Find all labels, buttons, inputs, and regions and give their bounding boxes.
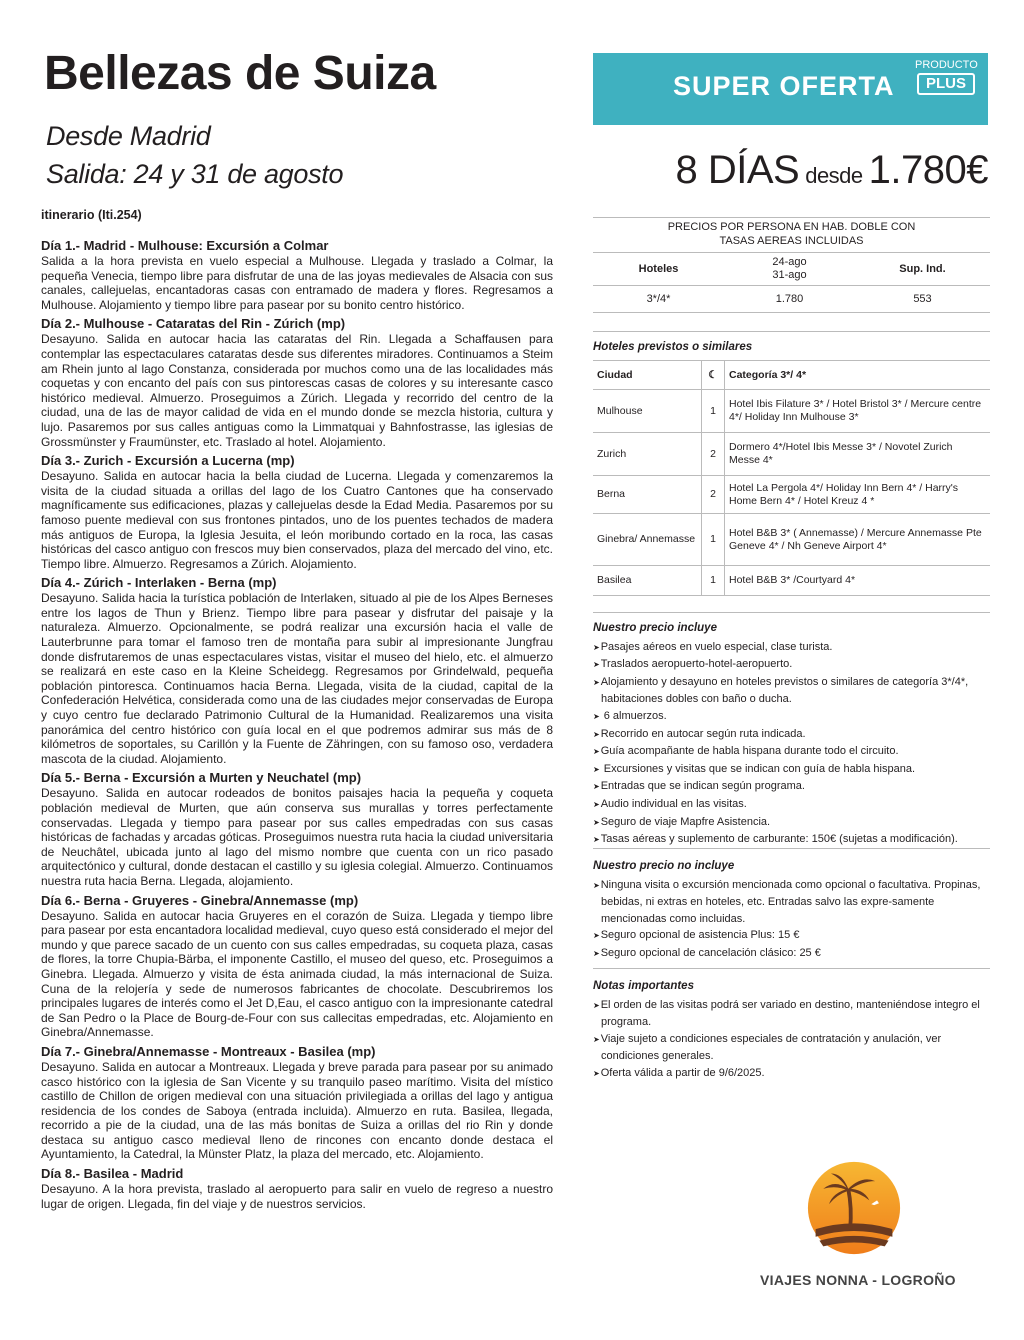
- day-2: [41, 316, 553, 449]
- hotel-nights: 2: [702, 433, 725, 476]
- excludes-title: Nuestro precio no incluye: [593, 860, 735, 872]
- price-table: [593, 217, 990, 313]
- origin-subtitle: Desde Madrid: [46, 121, 211, 151]
- include-item: ➤ Entradas que se indican según programa.: [593, 778, 990, 796]
- include-item: ➤ Recorrido en autocar según ruta indicada.: [593, 726, 990, 744]
- itinerary-body: [41, 238, 553, 1215]
- itinerary-heading: itinerario (Iti.254): [41, 208, 142, 222]
- include-item: ➤ Audio individual en las visitas.: [593, 796, 990, 814]
- col-dates: [724, 253, 855, 286]
- hotel-row: [593, 476, 990, 514]
- include-item: ➤ Guía acompañante de habla hispana durante todo el circuito.: [593, 743, 990, 761]
- day-text: Salida a la hora prevista en vuelo especial a Mulhouse. Llegada y traslado a Colmar, la pequeña Venecia, tiempo libre para disfrutar de una de las joyas medievales de Alsacia con sus canales, callejuelas, encantadoras casas con entramado de madera y flores. Regresamos a Mulhouse. Alojamiento y tiempo libre para pasear por su bonito centro histórico.: [41, 254, 553, 312]
- hotel-row: [593, 566, 990, 596]
- moon-icon: ☾: [702, 361, 725, 390]
- day-title: Día 4.- Zúrich - Interlaken - Berna (mp): [41, 575, 277, 591]
- day-text: Desayuno. Salida en autocar a Montreaux. Llegada y breve parada para pasear por su animado casco histórico con la iglesia de San Vicente y su tranquilo paseo marítimo. Visita del místico castillo de Chillon de origen medieval con una situación privilegiada a orillas del lago y antigua residencia de los condes de Saboya (entrada incluida). Almuerzo en ruta. Basilea, llegada, recorrido a pie de la ciudad, una de las más bonitas de Suiza a orillas del rio Rin y donde destaca su antiguo casco medieval lleno de rincones con encanto donde destaca el Ayuntamiento, la Catedral, la Münster Platz, la plaza del mercado, etc. Alojamiento.: [41, 1059, 553, 1162]
- date-2: 31-ago: [772, 269, 807, 281]
- notes-section: [593, 978, 990, 1083]
- note-item: ➤ El orden de las visitas podrá ser variado en destino, manteniéndose integro el programa.: [593, 997, 990, 1031]
- day-6: [41, 893, 553, 1040]
- divider: [593, 331, 990, 332]
- super-offer-label: SUPER OFERTA: [673, 71, 895, 101]
- departure-subtitle: Salida: 24 y 31 de agosto: [46, 159, 344, 189]
- hotel-list: Hotel B&B 3* ( Annemasse) / Mercure Annemasse Pte Geneve 4* / Nh Geneve Airport 4*: [725, 514, 991, 566]
- day-5: [41, 770, 553, 888]
- day-title: Día 3.- Zurich - Excursión a Lucerna (mp): [41, 453, 295, 469]
- divider: [593, 968, 990, 969]
- exclude-item: ➤ Seguro opcional de cancelación clásico: 25 €: [593, 945, 990, 963]
- day-text: Desayuno. Salida en autocar hacia la bella ciudad de Lucerna. Llegada y comenzaremos la visita de la ciudad situada a orillas del lago de los Cuatro Cantones que ha conservado magníficamente sus edificaciones, plazas y callejuelas desde la Edad Media. Pasaremos por su famoso puente medieval con sus frontones pintados, uno de los puentes techados de madera más antiguos de Europa, la Iglesia Jesuita, el león moribundo cortado en la roca, las casas históricas del casco antiguo con frescos muy bien conservados, plaza del mercado del vino, etc. Tiempo libre. Almuerzo. Regresamos a Zúrich. Alojamiento.: [41, 469, 553, 571]
- exclude-item: ➤ Ninguna visita o excursión mencionada como opcional o facultativa. Propinas, bebidas, ni extras en hoteles, etc. Entradas salvo las expre-samente mencionadas como incluidas.: [593, 877, 990, 928]
- day-title: Día 6.- Berna - Gruyeres - Ginebra/Annemasse (mp): [41, 892, 359, 908]
- price-caption-line-1: PRECIOS POR PERSONA EN HAB. DOBLE CON: [667, 221, 916, 233]
- hotel-city: Zurich: [593, 433, 702, 476]
- price-headline: [675, 148, 988, 193]
- include-item: ➤ Pasajes aéreos en vuelo especial, clase turista.: [593, 639, 990, 657]
- day-4: [41, 575, 553, 766]
- day-1: [41, 238, 553, 312]
- hotel-row: [593, 390, 990, 433]
- includes-section: [593, 620, 990, 849]
- excludes-section: [593, 858, 990, 963]
- day-text: Desayuno. Salida hacia la turística población de Interlaken, situado al pie de los Alpes Berneses entre los lagos de Thun y Brienz. Tiempo libre para pasear y disfrutar del paisaje y la naturaleza. Almuerzo. Opcionalmente, se podrá realizar una excursión hacia el valle de Lauterbrunne para tomar el famoso tren de montaña para subir al impresionante Jungfrau donde disfrutaremos de unas espectaculares vistas, visitar el museo del hielo, etc. el almuerzo se realizará en este caso en la Kleine Scheidegg. Regresamos por Grindelwald, pequeña población pintoresca. Continuamos hacia Berna. Llegada, visita de la ciudad, capital de la Confederación Helvética, considerada como una de las ciudades mejor conservadas de Europa y cuyo centro fue declarado Patrimonio Cultural de la Humanidad. Realizaremos una visita panorámica del centro histórico con guía local en el que podremos admirar sus más de 8 kilómetros de soportales, su Carillón y la Fuente de Zähringen, con su famoso oso, verdadera mascota de la ciudad. Alojamiento.: [41, 591, 553, 766]
- exclude-item: ➤ Seguro opcional de asistencia Plus: 15 €: [593, 927, 990, 945]
- note-item: ➤ Oferta válida a partir de 9/6/2025.: [593, 1065, 990, 1083]
- hotel-list: Hotel B&B 3* /Courtyard 4*: [725, 566, 991, 596]
- row-category: 3*/4*: [593, 286, 724, 313]
- hotel-row: [593, 514, 990, 566]
- hotel-city: Mulhouse: [593, 390, 702, 433]
- hotel-row: [593, 433, 990, 476]
- day-title: Día 8.- Basilea - Madrid: [41, 1166, 184, 1182]
- palm-tree-logo-icon: [806, 1160, 902, 1256]
- includes-title: Nuestro precio incluye: [593, 622, 717, 634]
- hotel-nights: 1: [702, 390, 725, 433]
- price-amount: 1.780€: [868, 148, 988, 192]
- day-7: [41, 1044, 553, 1162]
- notes-title: Notas importantes: [593, 980, 694, 992]
- include-item: ➤ Tasas aéreas y suplemento de carburante: 150€ (sujetas a modificación).: [593, 831, 990, 849]
- plus-badge: PLUS: [917, 73, 975, 95]
- hotel-list: Dormero 4*/Hotel Ibis Messe 3* / Novotel Zurich Messe 4*: [725, 433, 991, 476]
- day-8: [41, 1166, 553, 1211]
- row-sup: 553: [855, 286, 990, 313]
- include-item: ➤ Seguro de viaje Mapfre Asistencia.: [593, 814, 990, 832]
- page-title: Bellezas de Suiza: [44, 47, 436, 100]
- day-title: Día 2.- Mulhouse - Cataratas del Rin - Zúrich (mp): [41, 316, 346, 332]
- day-title: Día 7.- Ginebra/Annemasse - Montreaux - Basilea (mp): [41, 1043, 376, 1059]
- hotel-list: Hotel La Pergola 4*/ Holiday Inn Bern 4* / Harry's Home Bern 4* / Hotel Kreuz 4 *: [725, 476, 991, 514]
- day-text: Desayuno. Salida en autocar hacia Gruyeres en el corazón de Suiza. Llegada y tiempo libre para pasear por esta encantadora localidad medieval, cuyo queso está considerado el mejor del mundo y que parece sacado de un cuento con sus calles empedradas, su coqueta plaza, casas de flores, la torre Chupia-Bärba, el imponente Castillo, el museo del queso, etc. Proseguimos a Ginebra. Llegada. Almuerzo y visita de ésta animada ciudad, la más internacional de Suiza. Cuna de la relojería y sede de numerosos fabricantes de chocolate. Descubriremos los principales lugares de interés como el Jet D,Eau, el casco antiguo con la impresionante catedral de San Pedro o la Place de Bourg-de-Four con sus callecitas empedradas, etc. Alojamiento en Ginebra/Annemasse.: [41, 908, 553, 1040]
- day-text: Desayuno. A la hora prevista, traslado al aeropuerto para salir en vuelo de regreso a nuestro lugar de origen. Llegada, fin del viaje y de nuestros servicios.: [41, 1182, 553, 1211]
- include-item: ➤ Alojamiento y desayuno en hoteles previstos o similares de categoría 3*/4*, habitaciones dobles con baño o ducha.: [593, 674, 990, 708]
- include-item: ➤ 6 almuerzos.: [593, 708, 990, 726]
- price-caption: [593, 217, 990, 252]
- day-3: [41, 453, 553, 571]
- col-category: Categoría 3*/ 4*: [725, 361, 991, 390]
- day-title: Día 5.- Berna - Excursión a Murten y Neuchatel (mp): [41, 770, 362, 786]
- day-text: Desayuno. Salida en autocar hacia las cataratas del Rin. Llegada a Schaffausen para contemplar las espectaculares cataratas desde sus diferentes miradores. Continuamos a Steim am Rhein junto al lago Constanza, considerada por muchos como una de las localidades más coquetas y con encanto del país con sus pintorescas casas de colores y su interesante casco histórico medieval. Almuerzo. Proseguimos a Zúrich. Llegada y recorrido del centro de la ciudad, una de las de mayor calidad de vida en el mundo donde se mezcla historia, cultura y lujo. Pasaremos por sus calles antiguas como la Limmatquai y Bahnfostrasse, las iglesias de Grossmünster y Fraumünster, etc. Traslado al hotel. Alojamiento.: [41, 332, 553, 449]
- col-sup: Sup. Ind.: [855, 253, 990, 286]
- day-text: Desayuno. Salida en autocar rodeados de bonitos paisajes hacia la pequeña y coqueta población medieval de Murten, que aún conserva sus murallas y torres perfectamente conservadas. Llegada y tiempo para pasear por sus calles empedradas con sus casas históricas de fachadas y arcadas góticas. Proseguimos nuestra ruta hacia la ciudad universitaria de Neuchâtel, ubicada junto al lago del mismo nombre que cuenta con un rico pasado arquitectónico y cultural, donde destacan el castillo y su iglesia colegial. Almuerzo. Continuamos nuestra ruta hacia Berna. Llegada, alojamiento.: [41, 786, 553, 888]
- super-offer-banner: [593, 53, 988, 125]
- hotel-nights: 1: [702, 566, 725, 596]
- note-item: ➤ Viaje sujeto a condiciones especiales de contratación y anulación, ver condiciones generales.: [593, 1031, 990, 1065]
- hotel-city: Berna: [593, 476, 702, 514]
- days-label: 8 DÍAS: [675, 148, 800, 192]
- include-item: ➤ Excursiones y visitas que se indican con guía de habla hispana.: [593, 761, 990, 779]
- agency-name: VIAJES NONNA - LOGROÑO: [760, 1272, 956, 1288]
- col-city: Ciudad: [593, 361, 702, 390]
- hotel-list: Hotel Ibis Filature 3* / Hotel Bristol 3* / Mercure centre 4*/ Holiday Inn Mulhouse 3*: [725, 390, 991, 433]
- include-item: ➤ Traslados aeropuerto-hotel-aeropuerto.: [593, 656, 990, 674]
- hotels-table: [593, 360, 990, 596]
- date-1: 24-ago: [772, 256, 807, 268]
- hotels-title: Hoteles previstos o similares: [593, 341, 753, 353]
- from-word: desde: [805, 163, 863, 188]
- divider: [593, 848, 990, 849]
- hotel-city: Basilea: [593, 566, 702, 596]
- divider: [593, 612, 990, 613]
- hotel-city: Ginebra/ Annemasse: [593, 514, 702, 566]
- hotel-nights: 1: [702, 514, 725, 566]
- hotel-nights: 2: [702, 476, 725, 514]
- day-title: Día 1.- Madrid - Mulhouse: Excursión a Colmar: [41, 238, 329, 253]
- price-caption-line-2: TASAS AEREAS INCLUIDAS: [719, 235, 864, 247]
- col-hotels: Hoteles: [593, 253, 724, 286]
- product-tag: PRODUCTO: [915, 59, 978, 71]
- row-price: 1.780: [724, 286, 855, 313]
